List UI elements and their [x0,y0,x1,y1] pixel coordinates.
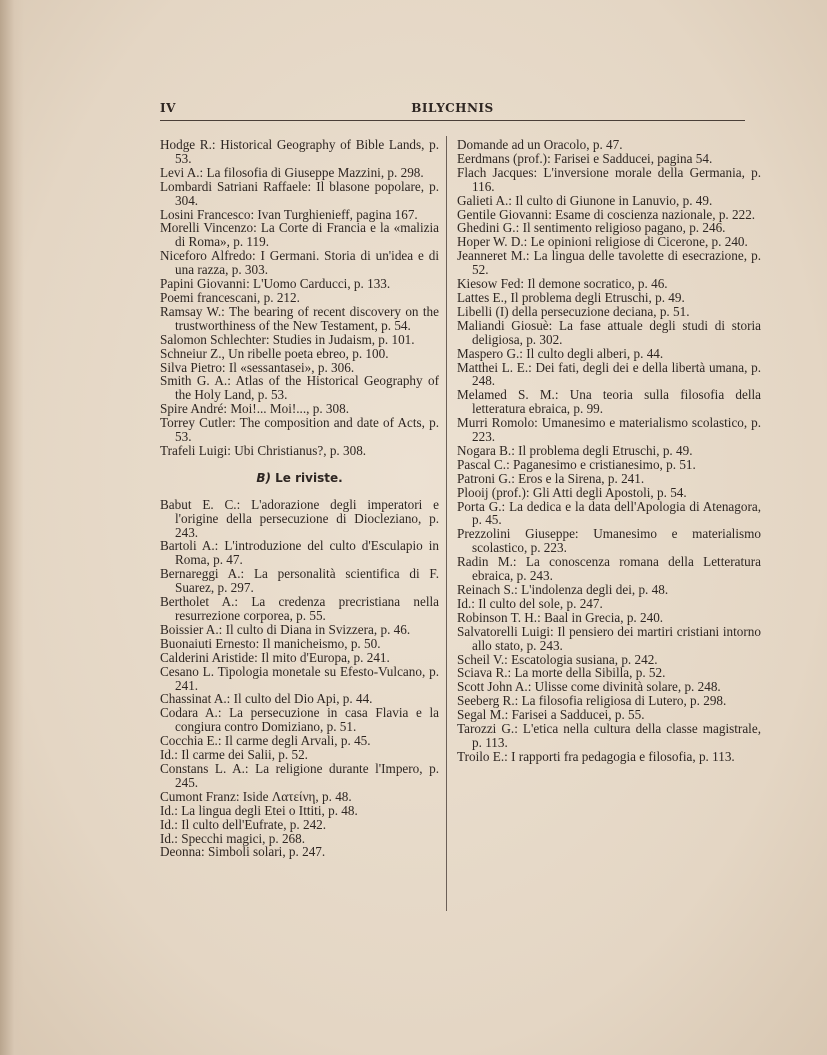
index-entry: Maliandi Giosuè: La fase attuale degli studi di storia deligiosa, p. 302. [457,317,761,347]
index-entry: Id.: Il carme dei Salii, p. 52. [160,747,308,763]
index-entry: Levi A.: La filosofia di Giuseppe Mazzini, p. 298. [160,164,424,180]
index-entry: Id.: Il culto dell'Eufrate, p. 242. [160,816,327,832]
index-entry: Jeanneret M.: La lingua delle tavolette di esecrazione, p. 52. [457,248,761,278]
column-divider [446,136,447,911]
index-entry: Deonna: Simboli solari, p. 247. [160,844,326,860]
index-entry: Reinach S.: L'indolenza degli dei, p. 48. [457,582,669,597]
page-header [160,101,745,119]
index-entry: Murri Romolo: Umanesimo e materialismo scolastico, p. 223. [457,415,761,445]
index-entry: Buonaiuti Ernesto: Il manicheismo, p. 50. [160,635,381,651]
index-entry: Cesano L. Tipologia monetale su Efesto-Vulcano, p. 241. [160,663,439,693]
index-entry: Babut E. C.: L'adorazione degli imperatori e l'origine della persecuzione di Diocleziano, p. 243. [160,496,439,540]
index-entry: Prezzolini Giuseppe: Umanesimo e materialismo scolastico, p. 223. [457,526,761,556]
right-column [457,138,761,764]
section-title: Le riviste. [275,470,343,485]
header-rule [160,120,745,121]
left-column [160,138,439,859]
paper-edge [0,0,24,1055]
index-entry: Robinson T. H.: Baal in Grecia, p. 240. [457,609,664,625]
index-entry: Cocchia E.: Il carme degli Arvali, p. 45. [160,733,371,749]
index-entry: Trafeli Luigi: Ubi Christianus?, p. 308. [160,442,367,458]
index-entry: Id.: La lingua degli Etei o Ittiti, p. 48. [160,802,358,818]
index-entry: Lattes E., Il problema degli Etruschi, p. 49. [457,289,685,305]
index-entry: Galieti A.: Il culto di Giunone in Lanuvio, p. 49. [457,192,713,208]
index-entry: Constans L. A.: La religione durante l'Impero, p. 245. [160,760,439,790]
index-entry: Id.: Specchi magici, p. 268. [160,830,306,846]
index-entry: Torrey Cutler: The composition and date of Acts, p. 53. [160,415,439,445]
index-entry: Spire André: Moi!... Moi!..., p. 308. [160,401,350,417]
section-heading [160,472,439,486]
index-entry: Seeberg R.: La filosofia religiosa di Lutero, p. 298. [457,693,727,709]
index-entry: Gentile Giovanni: Esame di coscienza nazionale, p. 222. [457,206,756,222]
index-entry: Hoper W. D.: Le opinioni religiose di Cicerone, p. 240. [457,234,748,250]
index-entry: Bernareggi A.: La personalità scientifica di F. Suarez, p. 297. [160,566,439,596]
index-entry: Id.: Il culto del sole, p. 247. [457,595,603,611]
index-entry: Chassinat A.: Il culto del Dio Api, p. 44. [160,691,373,707]
page-number: IV [160,101,176,115]
index-entry: Plooij (prof.): Gli Atti degli Apostoli, p. 54. [457,484,687,500]
index-entry: Sciava R.: La morte della Sibilla, p. 52. [457,665,666,681]
index-entry: Lombardi Satriani Raffaele: Il blasone popolare, p. 304. [160,178,439,208]
index-entry: Tarozzi G.: L'etica nella cultura della classe magistrale, p. 113. [457,721,761,750]
index-entry: Libelli (I) della persecuzione deciana, p. 51. [457,303,690,319]
review-entries-continued [457,138,761,764]
index-entry: Bartoli A.: L'introduzione del culto d'Esculapio in Roma, p. 47. [160,538,439,568]
index-entry: Scott John A.: Ulisse come divinità solare, p. 248. [457,679,721,695]
index-entry: Maspero G.: Il culto degli alberi, p. 44. [457,345,664,361]
index-entry: Troilo E.: I rapporti fra pedagogia e filosofia, p. 113. [457,748,735,764]
index-entry: Papini Giovanni: L'Uomo Carducci, p. 133. [160,276,391,292]
index-entry: Smith G. A.: Atlas of the Historical Geography of the Holy Land, p. 53. [160,373,439,403]
index-entry: Segal M.: Farisei a Sadducei, p. 55. [457,707,645,723]
index-entry: Poemi francescani, p. 212. [160,289,300,305]
index-entry: Cumont Franz: Iside Λατείνη, p. 48. [160,788,352,804]
index-entry: Patroni G.: Eros e la Sirena, p. 241. [457,470,645,486]
index-entry: Salvatorelli Luigi: Il pensiero dei martiri cristiani intorno allo stato, p. 243. [457,623,761,653]
section-label: B) [256,470,271,485]
index-entry: Codara A.: La persecuzione in casa Flavia e la congiura contro Domiziano, p. 51. [160,705,439,735]
index-entry: Bertholet A.: La credenza precristiana nella resurrezione corporea, p. 55. [160,594,439,623]
index-entry: Salomon Schlechter: Studies in Judaism, p. 101. [160,331,415,347]
index-entry: Pascal C.: Paganesimo e cristianesimo, p. 51. [457,456,696,472]
index-entry: Melamed S. M.: Una teoria sulla filosofia della letteratura ebraica, p. 99. [457,387,761,417]
index-entry: Morelli Vincenzo: La Corte di Francia e la «malizia di Roma», p. 119. [160,220,439,250]
index-entry: Schneiur Z., Un ribelle poeta ebreo, p. 100. [160,345,389,361]
index-entry: Losini Francesco: Ivan Turghienieff, pagina 167. [160,206,418,222]
index-entry: Kiesow Fed: Il demone socratico, p. 46. [457,276,668,292]
index-entry: Flach Jacques: L'inversione morale della Germania, p. 116. [457,164,761,194]
index-entry: Hodge R.: Historical Geography of Bible Lands, p. 53. [160,137,439,166]
index-entry: Porta G.: La dedica e la data dell'Apologia di Atenagora, p. 45. [457,498,761,528]
index-entry: Radin M.: La conoscenza romana della Letteratura ebraica, p. 243. [457,554,761,584]
index-entry: Matthei L. E.: Dei fati, degli dei e della libertà umana, p. 248. [457,359,761,389]
index-entry: Calderini Aristide: Il mito d'Europa, p. 241. [160,649,390,665]
index-entry: Domande ad un Oracolo, p. 47. [457,137,623,152]
index-entry: Silva Pietro: Il «sessantasei», p. 306. [160,359,355,375]
review-entries [160,498,439,860]
running-title: BILYCHNIS [411,101,494,115]
index-entry: Boissier A.: Il culto di Diana in Svizzera, p. 46. [160,621,411,637]
index-entry: Nogara B.: Il problema degli Etruschi, p. 49. [457,442,693,458]
index-entry: Ramsay W.: The bearing of recent discovery on the trustworthiness of the New Testament, p. 54. [160,303,439,333]
index-entry: Scheil V.: Escatologia susiana, p. 242. [457,651,658,667]
index-entry: Eerdmans (prof.): Farisei e Sadducei, pagina 54. [457,150,713,166]
index-entry: Niceforo Alfredo: I Germani. Storia di un'idea e di una razza, p. 303. [160,248,439,278]
book-entries [160,138,439,458]
index-entry: Ghedini G.: Il sentimento religioso pagano, p. 246. [457,220,726,236]
